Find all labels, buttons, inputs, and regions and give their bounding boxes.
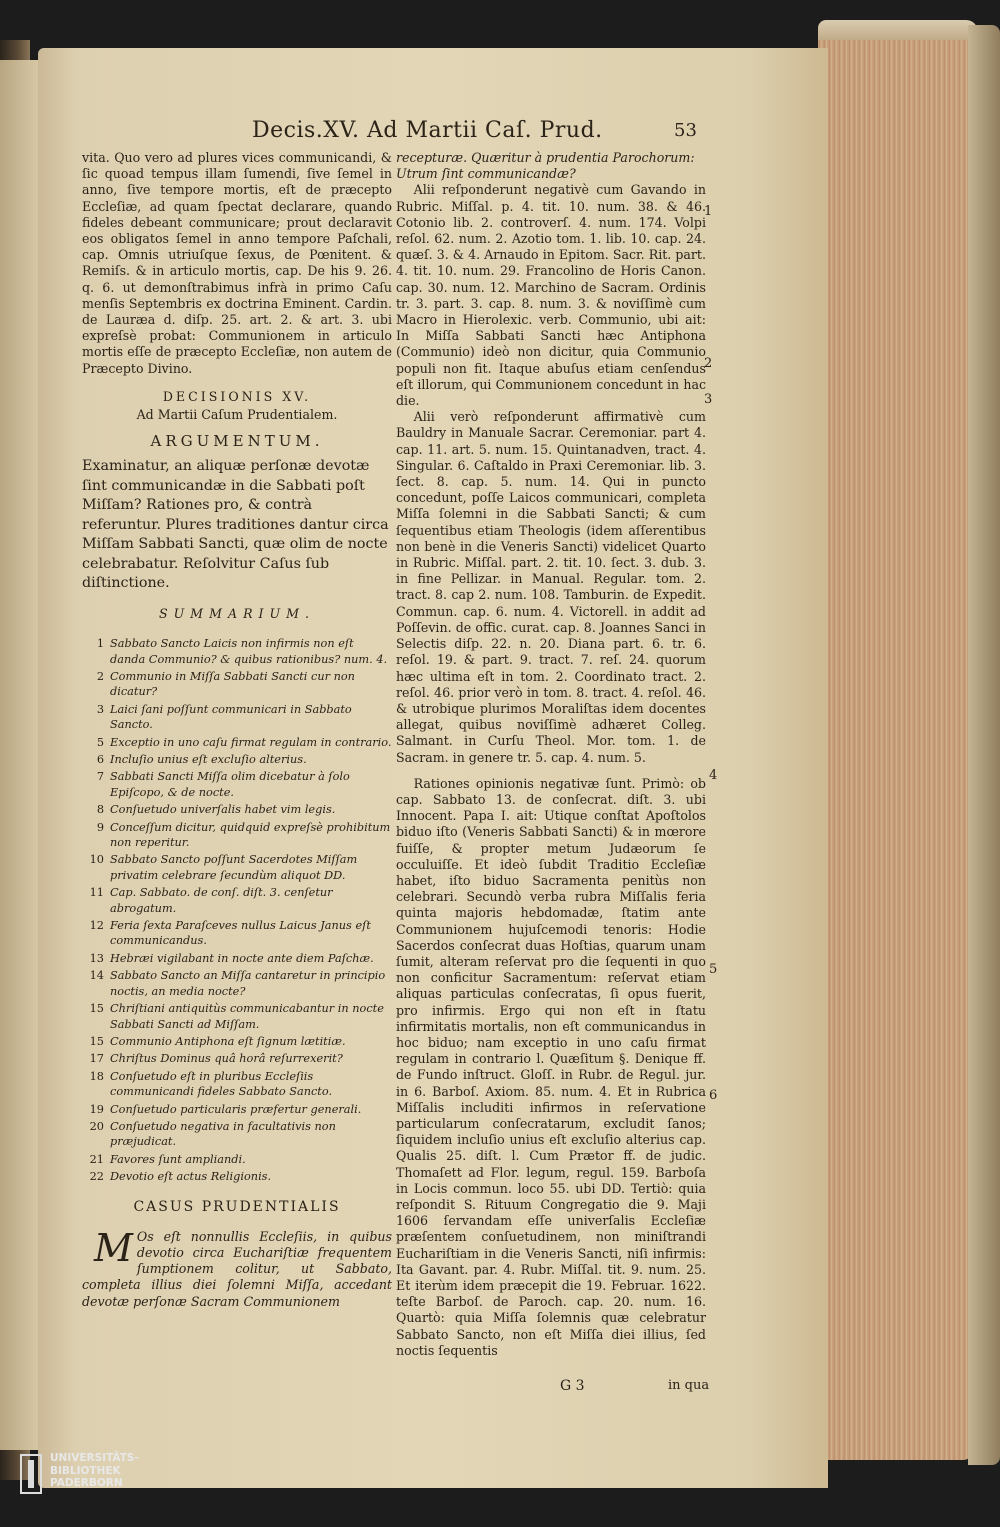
summary-item-text: Laici ſani poſſunt communicari in Sabbato Sancto. (110, 702, 352, 732)
summary-item-number: 3 (96, 702, 104, 716)
summary-item-number: 2 (96, 669, 104, 683)
summary-item-number: 19 (89, 1102, 104, 1116)
library-logo-line: UNIVERSITÄTS- (50, 1452, 139, 1464)
library-logo-text (50, 1452, 139, 1490)
summary-item-number: 6 (96, 753, 104, 766)
margin-number: 4 (709, 768, 718, 783)
summary-item (82, 1051, 392, 1066)
summary-item-text: Favores ſunt ampliandi. (110, 1152, 246, 1166)
summary-item (82, 918, 392, 949)
summary-item (82, 769, 392, 800)
left-column (82, 150, 392, 1310)
book-board-right (968, 25, 1000, 1465)
library-logo-bar-icon (28, 1460, 34, 1488)
summary-item-text: Chriſtus Dominus quâ horâ reſurrexerit? (110, 1052, 343, 1066)
decision-heading: DECISIONIS XV. (162, 388, 312, 404)
summary-item-number: 15 (89, 1002, 104, 1016)
summary-item-text: Communio Antiphona eſt ſignum lætitiæ. (110, 1034, 346, 1048)
decision-subheading: Ad Martii Caſum Prudentialem. (136, 407, 338, 423)
summary-item-text: Feria ſexta Paraſceves nullus Laicus Janus eſt communicandus. (110, 919, 371, 948)
summary-item-text: Conceſſum dicitur, quidquid expreſsè prohibitum non reperitur. (110, 820, 391, 850)
library-logo-line: BIBLIOTHEK (50, 1464, 121, 1477)
summary-item (82, 1102, 392, 1117)
summary-item (82, 1069, 392, 1100)
summary-item (82, 752, 392, 767)
summary-item (82, 1119, 392, 1150)
summary-item-number: 20 (89, 1119, 104, 1133)
summary-item-text: Communio in Miſſa Sabbati Sancti cur non dicatur? (110, 669, 355, 699)
library-logo-line: PADERBORN (50, 1477, 123, 1489)
summary-item (82, 1152, 392, 1167)
margin-number: 1 (704, 204, 713, 219)
summary-item (82, 951, 392, 966)
summary-item (82, 669, 392, 700)
summary-item-text: Hebræi vigilabant in nocte ante diem Paſchæ. (110, 951, 374, 965)
summary-item-text: Devotio eſt actus Religionis. (110, 1170, 272, 1184)
summary-item-text: Conſuetudo univerſalis habet vim legis. (110, 803, 336, 817)
right-paragraph-4: Rationes opinionis negativæ ſunt. Primò: ob cap. Sabbato 13. de conſecrat. diſt. 3. ubi Innocent. Papa I. ait: Utique conſtat Apoſtolos biduo iſto (Veneris Sabbati Sancti) & in mœrore fuiſſe, & propter metum Judæorum ſe occuluiſſe. Et ideò ſubdit Traditio Eccleſiæ habet, iſto biduo Sacramenta penitùs non celebrari. Secundò verba rubra Miſſalis feria quinta majoris hebdomadæ, ſtatim ante Communionem hujuſcemodi tenoris: Hodie Sacerdos conſecrat duas Hoſtias, quarum unam ſumit, alteram reſervat pro die ſequenti in quo non conficitur Sacramentum: reſervat etiam aliquas particulas conſecratas, ſi opus fuerit, pro infirmis. Ergo qui non eſt in ſtatu infirmitatis mortalis, non eſt communicandus in hoc biduo; nam exceptio in uno caſu firmat regulam in contrario l. Quæſitum §. Denique ff. de Fundo inſtruct. Gloſſ. in Rubr. de Regul. jur. in 6. Barboſ. Axiom. 85. num. 4. Et in Rubrica Miſſalis includiti infirmos in reſervatione particularum conſecratarum, excludit ſanos; ſiquidem incluſio unius eſt excluſio alterius cap. Qualis 25. diſt. l. Cum Prætor ff. de judic. Thomaſett ad Flor. legum, regul. 159. Barboſa in Locis commun. loco 55. ubi DD. Tertiò: quia reſpondit S. Rituum Congregatio die 9. Maji 1606 ſervandam eſſe univerſalis Eccleſiæ præſentem conſuetudinem, non miniſtrandi Euchariſtiam in die Veneris Sancti, niſi infirmis: Ita Gavant. par. 4. Rubr. Miſſal. tit. 9. num. 25. Et iterùm idem præcepit die 19. Februar. 1622. teſte Barboſ. de Paroch. cap. 20. num. 16. Quartò: quia Miſſa ſolemnis quæ celebratur Sabbato Sancto, non eſt Miſſa diei illius, ſed noctis ſequentis (396, 775, 706, 1358)
signature-mark: G 3 (560, 1378, 585, 1394)
summary-item (82, 852, 392, 883)
argument-heading: ARGUMENTUM. (150, 432, 324, 451)
summary-item (82, 1001, 392, 1032)
right-paragraph-2: Alii reſponderunt negativè cum Gavando in Rubric. Miſſal. p. 4. tit. 10. num. 38. & 46. Cotonio lib. 2. controverſ. 4. num. 174. Volpi reſol. 62. num. 2. Azotio tom. 1. lib. 10. cap. 24. quæſ. 3. & 4. Arnaudo in Epitom. Sacr. Rit. part. 4. tit. 10. num. 29. Francolino de Horis Canon. cap. 30. num. 12. Marchino de Sacram. Ordinis tr. 3. part. 3. cap. 8. num. 3. & noviſſimè cum Macro in Hierolexic. verb. Communio, ubi ait: In Miſſa Sabbati Sancti hæc Antiphona (Communio) ideò non dicitur, quia Communio populi non fit. Itaque abuſus etiam cenſendus eſt illorum, qui Communionem concedunt in hac die. (396, 182, 706, 409)
summary-item-number: 22 (89, 1170, 104, 1184)
summary-item-number: 1 (96, 637, 104, 651)
intro-paragraph: vita. Quo vero ad plures vices communicandi, & ſic quoad tempus illam ſumendi, ſive ſemel in anno, ſive tempore mortis, eſt de præcepto Eccleſiæ, ad quam ſpectat declarare, quando fideles debeant communicare; prout declaravit eos obligatos ſemel in anno tempore Paſchali, cap. Omnis utriuſque ſexus, de Pœnitent. & Remiſs. & in articulo mortis, cap. De his 9. 26. q. 6. ut demonſtrabimus infrà in primo Caſu menſis Septembris ex doctrina Eminent. Cardin. de Lauræa d. diſp. 25. art. 2. & art. 3. ubi expreſsè probat: Communionem in articulo mortis eſſe de præcepto Eccleſiæ, non autem de Præcepto Divino. (82, 150, 392, 376)
summary-item (82, 968, 392, 999)
page-block-edges (818, 40, 973, 1460)
summary-item-number: 7 (96, 770, 104, 784)
catchword: in qua (668, 1378, 710, 1393)
summary-item-number: 8 (96, 803, 104, 817)
margin-number: 3 (704, 392, 713, 407)
previous-page-edge (0, 60, 40, 1450)
summary-item-text: Conſuetudo particularis præfertur generali. (110, 1102, 362, 1116)
summary-item-number: 18 (89, 1069, 104, 1083)
summary-item-text: Sabbato Sancto an Miſſa cantaretur in principio noctis, an media nocte? (110, 969, 386, 998)
summary-item-number: 13 (89, 951, 104, 965)
summary-item-number: 17 (89, 1052, 104, 1066)
margin-number: 2 (704, 356, 713, 371)
running-title: Decis.XV. Ad Martii Caſ. Prud. (252, 118, 603, 143)
summary-item-text: Chriſtiani antiquitùs communicabantur in nocte Sabbati Sancti ad Miſſam. (110, 1002, 384, 1031)
summary-item-text: Exceptio in uno caſu firmat regulam in contrario. (110, 735, 392, 749)
summary-item (82, 1169, 392, 1184)
summary-item-text: Sabbato Sancto poſſunt Sacerdotes Miſſam privatim celebrare ſecundùm aliquot DD. (110, 853, 358, 882)
casus-heading: CASUS PRUDENTIALIS (133, 1198, 341, 1215)
summary-item (82, 702, 392, 733)
right-paragraph-1: recepturæ. Quæritur à prudentia Parochorum: Utrum ſint communicandæ? (396, 150, 695, 182)
casus-text: Os eſt nonnullis Eccleſiis, in quibus devotio circa Euchariſtiæ frequentem ſumptionem colitur, ut Sabbato, completa illius diei ſolemni Miſſa, accedant devotæ perſonæ Sacram Communionem (82, 1228, 392, 1309)
summary-item-text: Incluſio unius eſt excluſio alterius. (110, 753, 307, 766)
page-number: 53 (674, 120, 697, 141)
summary-item (82, 820, 392, 851)
margin-number: 6 (709, 1088, 718, 1103)
summary-item (82, 735, 392, 750)
summary-item-number: 14 (89, 969, 104, 983)
right-column (396, 150, 706, 1359)
margin-number: 5 (709, 962, 718, 977)
summary-heading: SUMMARIUM. (158, 605, 316, 621)
summary-item (82, 802, 392, 817)
summary-item-number: 5 (96, 735, 104, 749)
summary-item (82, 885, 392, 916)
drop-capital: M (94, 1225, 133, 1270)
summary-item-text: Sabbato Sancto Laicis non infirmis non eſt danda Communio? & quibus rationibus? num. 4. (110, 637, 388, 666)
summary-item-text: Sabbati Sancti Miſſa olim dicebatur à ſolo Epiſcopo, & de nocte. (110, 770, 350, 799)
summary-item-text: Cap. Sabbato. de conſ. diſt. 3. cenſetur abrogatum. (110, 886, 333, 915)
library-logo (0, 1446, 160, 1506)
summary-item-text: Conſuetudo eſt in pluribus Eccleſiis communicandi fideles Sabbato Sancto. (110, 1069, 333, 1099)
summary-item-number: 21 (89, 1152, 104, 1166)
summary-item-number: 10 (89, 853, 104, 867)
summary-item-number: 9 (96, 820, 104, 834)
summary-item (82, 636, 392, 667)
right-paragraph-3: Alii verò reſponderunt affirmativè cum Bauldry in Manuale Sacrar. Ceremoniar. part 4. cap. 11. art. 5. num. 15. Quintanadven, tract. 4. Singular. 6. Caſtaldo in Praxi Ceremoniar. lib. 3. ſect. 8. cap. 5. num. 14. Qui in puncto concedunt, poſſe Laicos communicari, completa Miſſa ſolemni in die Sabbati Sancti; & cum ſequentibus etiam Theologis (idem aſſerentibus non benè in die Veneris Sancti) videlicet Quarto in Rubric. Miſſal. part. 2. tit. 10. ſect. 3. dub. 3. in fine Pellizar. in Manual. Regular. tom. 2. tract. 8. cap 2. num. 108. Tamburin. de Expedit. Commun. cap. 6. num. 4. Victorell. in addit ad Poſſevin. de offic. curat. cap. 8. Joannes Sanci in Selectis diſp. 22. n. 20. Diana part. 6. tr. 6. reſol. 19. & part. 9. tract. 7. reſ. 24. quorum hæc ultima eſt in tom. 2. Coordinato tract. 2. reſol. 46. prior verò in tom. 8. tract. 4. reſol. 46. & utrobique plurimos Moraliſtas idem docentes allegat, quibus noviſſimè adhæret Colleg. Salmant. in Curſu Theol. Mor. tom. 1. de Sacram. in genere tr. 5. cap. 4. num. 5. (396, 409, 706, 765)
argument-text: Examinatur, an aliquæ perſonæ devotæ ſint communicandæ in die Sabbati poſt Miſſam? Rationes pro, & contrà referuntur. Plures traditiones dantur circa Miſſam Sabbati Sancti, quæ olim de nocte celebrabatur. Reſolvitur Caſus ſub diſtinctione. (82, 458, 389, 592)
summary-item-number: 12 (89, 919, 104, 933)
summary-item (82, 1034, 392, 1049)
summary-list (82, 636, 392, 1184)
summary-item-number: 15 (89, 1034, 104, 1048)
summary-item-text: Conſuetudo negativa in facultativis non præjudicat. (110, 1119, 336, 1149)
summary-item-number: 11 (89, 886, 104, 900)
